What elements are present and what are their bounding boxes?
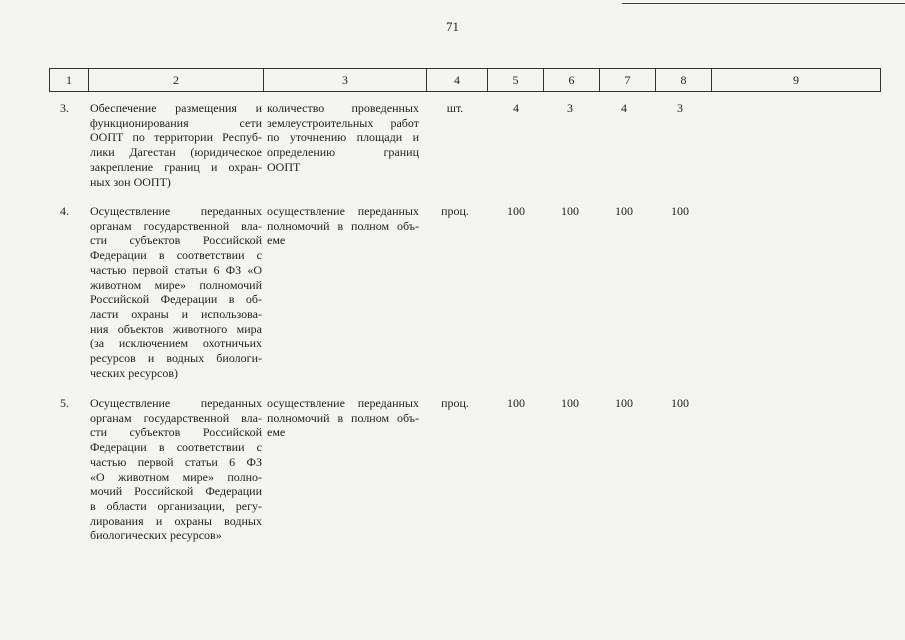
row-unit: проц.: [441, 204, 469, 218]
row-value-col5: 100: [507, 396, 525, 410]
header-col-4: 4: [427, 69, 488, 92]
row-value-col7: 100: [615, 204, 633, 218]
row-indicator: осуществление переданных полномочий в полном объ- еме: [267, 396, 419, 440]
row-number: 3.: [60, 101, 69, 115]
row-unit: шт.: [446, 101, 464, 115]
row-event-description: Осуществление переданных органам государственной вла- сти субъектов Российской Федерации в соответствии с частью первой статьи 6 ФЗ «О животном мире» полномочий Российской Федерации в об- ласти охраны и использова- ния объектов животного мира (за исключением охотничьих ресурсов и водных биологи- ческих ресурсов): [90, 204, 262, 380]
row-value-col7: 4: [621, 101, 627, 115]
header-col-1: 1: [50, 69, 89, 92]
row-value-col5: 100: [507, 204, 525, 218]
row-value-col5: 4: [513, 101, 519, 115]
row-number: 4.: [60, 204, 69, 218]
row-value-col8: 3: [677, 101, 683, 115]
row-value-col6: 100: [561, 396, 579, 410]
row-value-col6: 3: [567, 101, 573, 115]
row-value-col8: 100: [671, 396, 689, 410]
header-col-8: 8: [656, 69, 712, 92]
row-indicator: количество проведенных землеустроительных работ по уточнению площади и определению границ ООПТ: [267, 101, 419, 174]
row-indicator: осуществление переданных полномочий в полном объ- еме: [267, 204, 419, 248]
row-event-description: Осуществление переданных органам государственной вла- сти субъектов Российской Федерации в соответствии с частью первой статьи 6 ФЗ «О животном мире» полно- мочий Российской Федерации в области организации, регу- лирования и охраны водных биологических ресурсов»: [90, 396, 262, 543]
page-number: 71: [446, 19, 459, 34]
row-event-description: Обеспечение размещения и функционирования сети ООПТ по территории Респуб- лики Дагестан (юридическое закрепление границ и охран- ных зон ООПТ): [90, 101, 262, 189]
row-value-col8: 100: [671, 204, 689, 218]
header-col-9: 9: [712, 69, 881, 92]
header-col-5: 5: [488, 69, 544, 92]
page-edge-line: [622, 3, 905, 4]
header-col-2: 2: [89, 69, 264, 92]
row-value-col6: 100: [561, 204, 579, 218]
header-col-3: 3: [264, 69, 427, 92]
header-col-6: 6: [544, 69, 600, 92]
row-unit: проц.: [441, 396, 469, 410]
column-number-header: [49, 68, 881, 92]
row-value-col7: 100: [615, 396, 633, 410]
header-col-7: 7: [600, 69, 656, 92]
row-number: 5.: [60, 396, 69, 410]
